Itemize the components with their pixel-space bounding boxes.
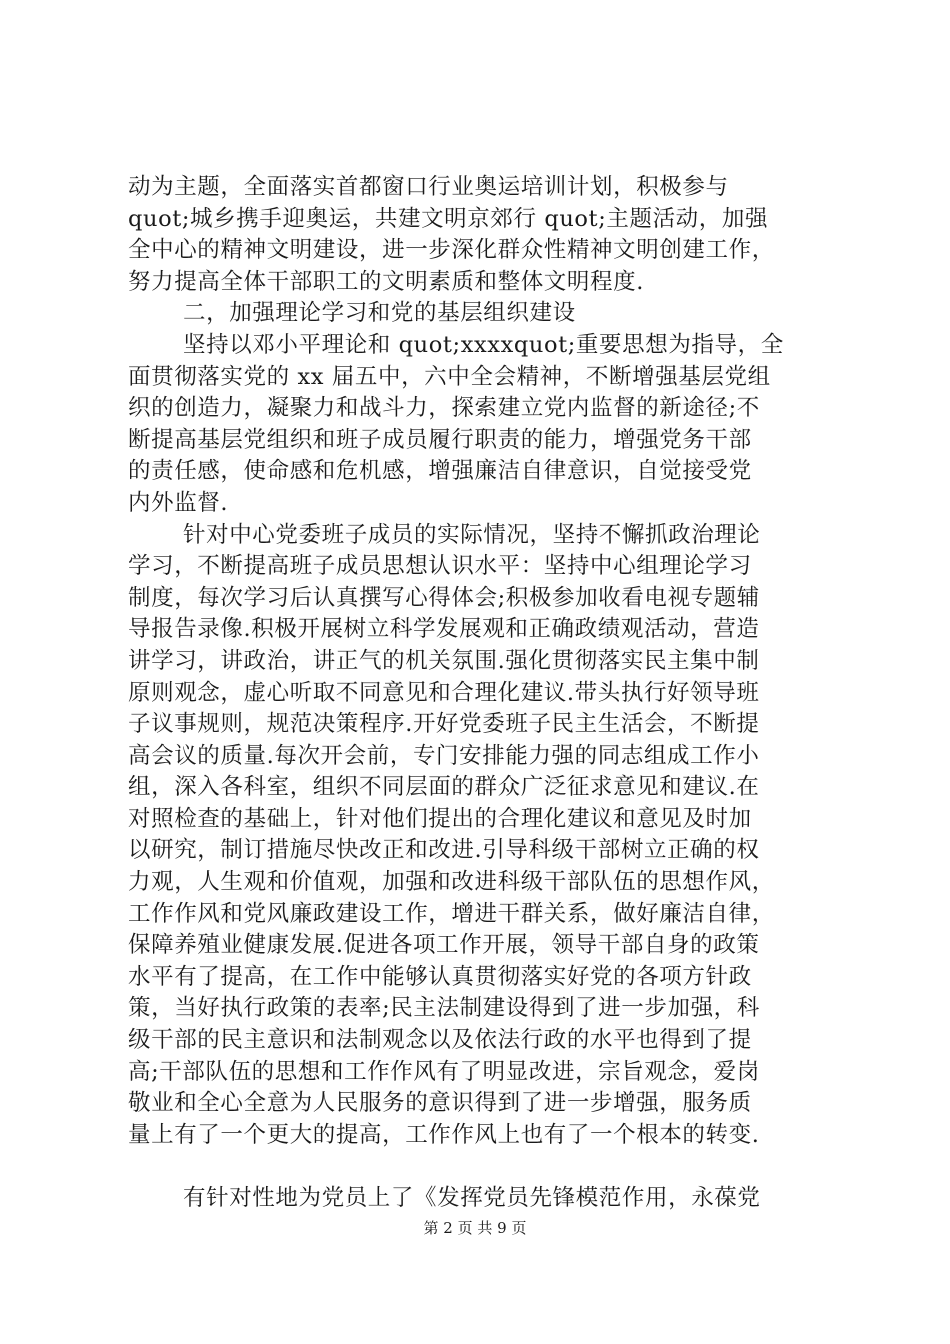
text-line: 织的创造力，凝聚力和战斗力，探索建立党内监督的新途径;不: [128, 395, 760, 422]
text-line: 讲学习，讲政治，讲正气的机关氛围.强化贯彻落实民主集中制: [128, 647, 760, 674]
text-line: 保障养殖业健康发展.促进各项工作开展，领导干部自身的政策: [128, 932, 760, 959]
text-line: 面贯彻落实党的 xx 届五中，六中全会精神，不断增强基层党组: [128, 363, 771, 390]
document-body: [128, 172, 840, 1215]
text-line: 制度，每次学习后认真撰写心得体会;积极参加收看电视专题辅: [128, 584, 760, 611]
text-line: 有针对性地为党员上了《发挥党员先锋模范作用，永葆党: [183, 1185, 761, 1211]
page-footer: [0, 1217, 950, 1238]
text-line: 二，加强理论学习和党的基层组织建设: [183, 300, 576, 327]
blank-line: [128, 1151, 840, 1183]
text-line: 组，深入各科室，组织不同层面的群众广泛征求意见和建议.在: [128, 774, 760, 801]
text-line: 策，当好执行政策的表率;民主法制建设得到了进一步加强，科: [128, 995, 760, 1022]
text-line: 学习，不断提高班子成员思想认识水平：坚持中心组理论学习: [128, 553, 752, 580]
text-line: 内外监督.: [128, 489, 229, 516]
text-line: 对照检查的基础上，针对他们提出的合理化建议和意见及时加: [128, 805, 752, 832]
page-number-label: 第 2 页 共 9 页: [423, 1219, 527, 1237]
text-line: 动为主题，全面落实首都窗口行业奥运培训计划，积极参与: [128, 174, 729, 200]
text-line: 全中心的精神文明建设，进一步深化群众性精神文明创建工作，: [128, 237, 775, 264]
text-line: 高会议的质量.每次开会前，专门安排能力强的同志组成工作小: [128, 742, 760, 769]
text-line: 敬业和全心全意为人民服务的意识得到了进一步增强，服务质: [128, 1090, 752, 1117]
text-line: 导报告录像.积极开展树立科学发展观和正确政绩观活动，营造: [128, 616, 760, 643]
text-line: 针对中心党委班子成员的实际情况，坚持不懈抓政治理论: [183, 521, 761, 548]
text-line: 子议事规则，规范决策程序.开好党委班子民主生活会，不断提: [128, 711, 760, 738]
text-line: 高;干部队伍的思想和工作作风有了明显改进，宗旨观念，爱岗: [128, 1058, 760, 1085]
text-line: 断提高基层党组织和班子成员履行职责的能力，增强党务干部: [128, 426, 752, 453]
text-line: quot;城乡携手迎奥运，共建文明京郊行 quot;主题活动，加强: [128, 205, 769, 232]
text-line: 努力提高全体干部职工的文明素质和整体文明程度.: [128, 268, 644, 295]
text-line: 以研究，制订措施尽快改正和改进.引导科级干部树立正确的权: [128, 837, 760, 864]
text-line: 工作作风和党风廉政建设工作，增进干群关系，做好廉洁自律，: [128, 900, 775, 927]
text-line: 级干部的民主意识和法制观念以及依法行政的水平也得到了提: [128, 1027, 752, 1054]
text-line: 坚持以邓小平理论和 quot;xxxxquot;重要思想为指导，全: [183, 331, 784, 358]
text-line: 水平有了提高，在工作中能够认真贯彻落实好党的各项方针政: [128, 963, 752, 990]
text-line: 原则观念，虚心听取不同意见和合理化建议.带头执行好领导班: [128, 679, 760, 706]
text-line: 力观，人生观和价值观，加强和改进科级干部队伍的思想作风，: [128, 869, 775, 896]
text-line: 的责任感，使命感和危机感，增强廉洁自律意识，自觉接受党: [128, 458, 752, 485]
text-line: 量上有了一个更大的提高，工作作风上也有了一个根本的转变.: [128, 1121, 760, 1148]
